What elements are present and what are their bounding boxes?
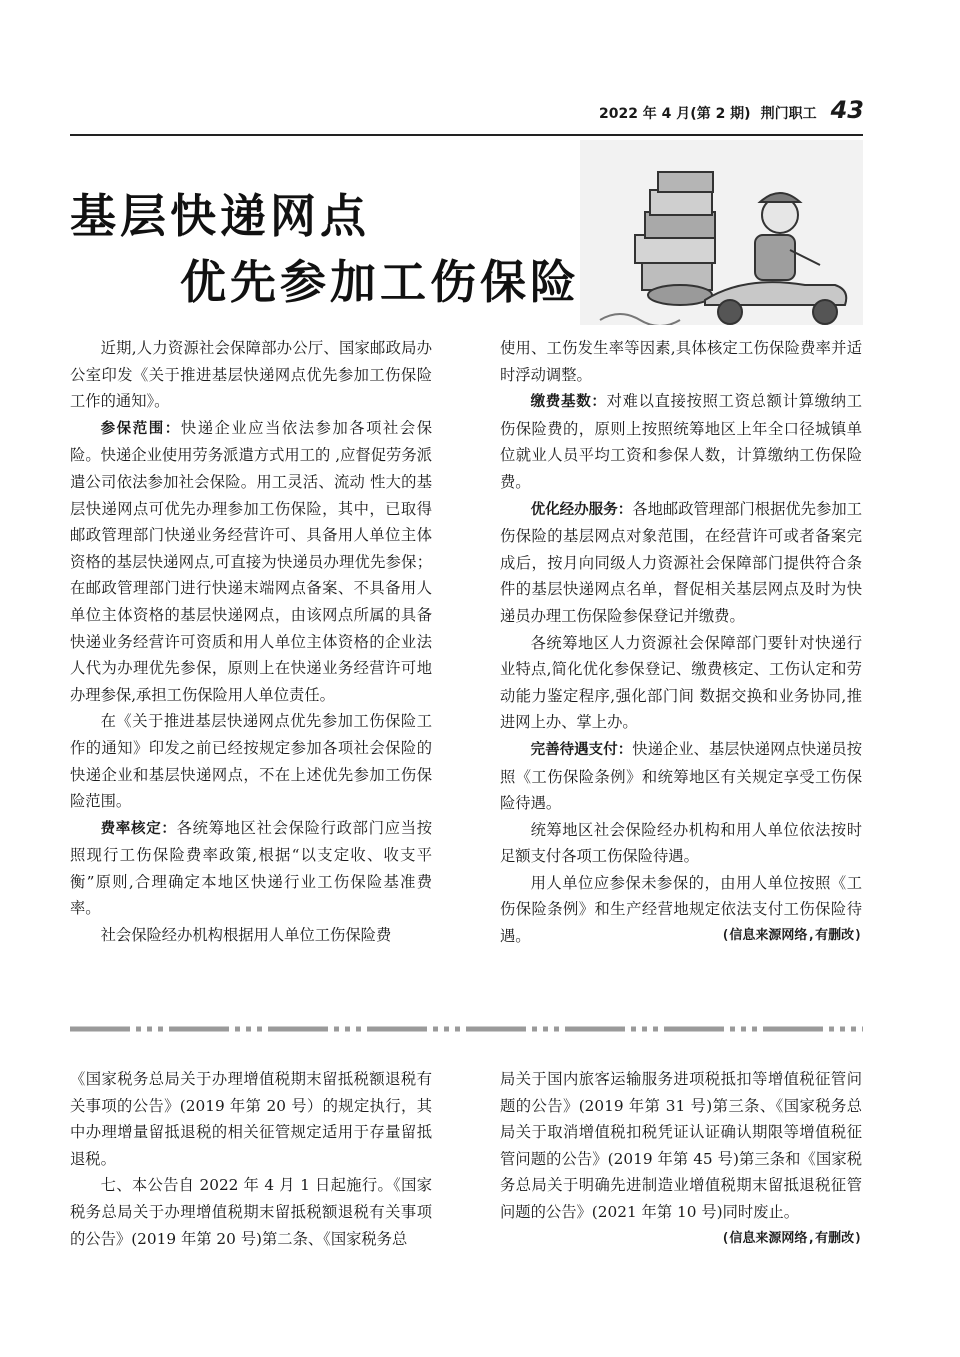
paragraph (500, 388, 862, 495)
paragraph (70, 922, 432, 949)
paragraph-text: 七、本公告自 2022 年 4 月 1 日起施行。《国家税务总局关于办理增值税期末留抵税额退税有关事项的公告》(2019 年第 20 号)第二条、《国家税务总 (70, 1176, 432, 1248)
section-label: 参保范围： (100, 420, 181, 437)
paragraph (70, 815, 432, 922)
paragraph-text: 在《关于推进基层快递网点优先参加工伤保险工作的通知》印发之前已经按规定参加各项社会保险的快递企业和基层快递网点，不在上述优先参加工伤保险范围。 (70, 712, 432, 811)
paragraph-text: 使用、工伤发生率等因素,具体核定工伤保险费率并适时浮动调整。 (500, 339, 862, 384)
paragraph (70, 708, 432, 814)
source-note: (信息来源网络,有删改) (721, 1230, 862, 1246)
paragraph (70, 1066, 432, 1172)
source-note: (信息来源网络,有删改) (721, 928, 862, 944)
header-rule (70, 134, 863, 136)
paragraph (500, 817, 862, 870)
section-label: 优化经办服务： (530, 501, 633, 518)
section-label: 完善待遇支付： (530, 741, 633, 758)
lower-column-right (500, 1066, 862, 1252)
paragraph (500, 736, 862, 817)
paragraph (500, 630, 862, 736)
article-title (70, 188, 580, 310)
paragraph-text: 用人单位应参保未参保的，由用人单位按照《工伤保险条例》和生产经营地规定依法支付工伤保险待遇。 (500, 873, 862, 946)
paragraph (70, 335, 432, 415)
section-label: 费率核定： (100, 820, 177, 837)
paragraph-text: 《国家税务总局关于办理增值税期末留抵税额退税有关事项的公告》(2019 年第 20 号）的规定执行，其中办理增量留抵退税的相关征管规定适用于存量留抵退税。 (70, 1070, 432, 1168)
courier-scooter-illustration (580, 140, 863, 325)
paragraph-text: 对难以直接按照工资总额计算缴纳工伤保险费的，原则上按照统筹地区上年全口径城镇单位就业人员平均工资和参保人数，计算缴纳工伤保险费。 (500, 392, 862, 491)
paragraph-text: 各统筹地区人力资源社会保障部门要针对快递行业特点,简化优化参保登记、缴费核定、工伤认定和劳动能力鉴定程序,强化部门间 数据交换和业务协同,推进网上办、掌上办。 (500, 633, 862, 732)
title-line-1: 基层快递网点 (70, 189, 370, 243)
issue-date: 2022 年 4 月(第 2 期) (598, 106, 751, 122)
paragraph (70, 415, 432, 709)
paragraph-text: 社会保险经办机构根据用人单位工伤保险费 (100, 926, 392, 945)
paragraph-text: 统筹地区社会保险经办机构和用人单位依法按时足额支付各项工伤保险待遇。 (500, 820, 862, 866)
paragraph-text: 局关于国内旅客运输服务进项税抵扣等增值税征管问题的公告》(2019 年第 31 号)第三条、《国家税务总局关于取消增值税扣税凭证认证确认期限等增值税征管问题的公告》(2019 年第 45 号)第三条和《国家税务总局关于明确先进制造业增值税期末留抵退税征管问题的公告》(2021 年第 10 号)同时废止。 (500, 1070, 862, 1221)
journal-name: 荆门职工 (760, 106, 817, 122)
section-label: 缴费基数： (530, 394, 607, 411)
paragraph-text: 快递企业、基层快递网点快递员按照《工伤保险条例》和统筹地区有关规定享受工伤保险待遇。 (500, 739, 862, 813)
article-column-left (70, 335, 432, 949)
paragraph-text: 各地邮政管理部门根据优先参加工伤保险的基层网点对象范围，在经营许可或者备案完成后，按月向同级人力资源社会保障部门提供符合条件的基层快递网点名单，督促相关基层网点及时为快递员办理工伤保险参保登记并缴费。 (500, 499, 862, 625)
paragraph-text: 近期,人力资源社会保障部办公厅、国家邮政局办公室印发《关于推进基层快递网点优先参加工伤保险工作的通知》。 (70, 339, 432, 411)
page-number: 43 (830, 96, 864, 124)
paragraph (500, 335, 862, 388)
lower-column-left (70, 1066, 432, 1252)
article-column-right (500, 335, 862, 950)
paragraph (500, 496, 862, 630)
paragraph-text: 各统筹地区社会保险行政部门应当按照现行工伤保险费率政策,根据“以支定收、收支平衡”原则,合理确定本地区快递行业工伤保险基准费率。 (70, 818, 432, 918)
paragraph (70, 1172, 432, 1252)
title-line-2: 优先参加工伤保险 (180, 255, 580, 309)
paragraph-text: 快递企业应当依法参加各项社会保险。快递企业使用劳务派遣方式用工的 ,应督促劳务派遣公司依法参加社会保险。用工灵活、流动 性大的基层快递网点可优先办理参加工伤保险，其中，已取得邮政管理部门快递业务经营许可、具备用人单位主体资格的基层快递网点,可直接为快递员办理优先参保；在邮政管理部门进行快递末端网点备案、不具备用人单位主体资格的基层快递网点，由该网点所属的具备快递业务经营许可资质和用人单位主体资格的企业法人代为办理优先参保，原则上在快递业务经营许可地办理参保,承担工伤保险用人单位责任。 (70, 418, 432, 704)
section-divider (70, 1017, 863, 1023)
page-header (70, 96, 864, 124)
paragraph (500, 1066, 862, 1246)
paragraph (500, 870, 862, 950)
